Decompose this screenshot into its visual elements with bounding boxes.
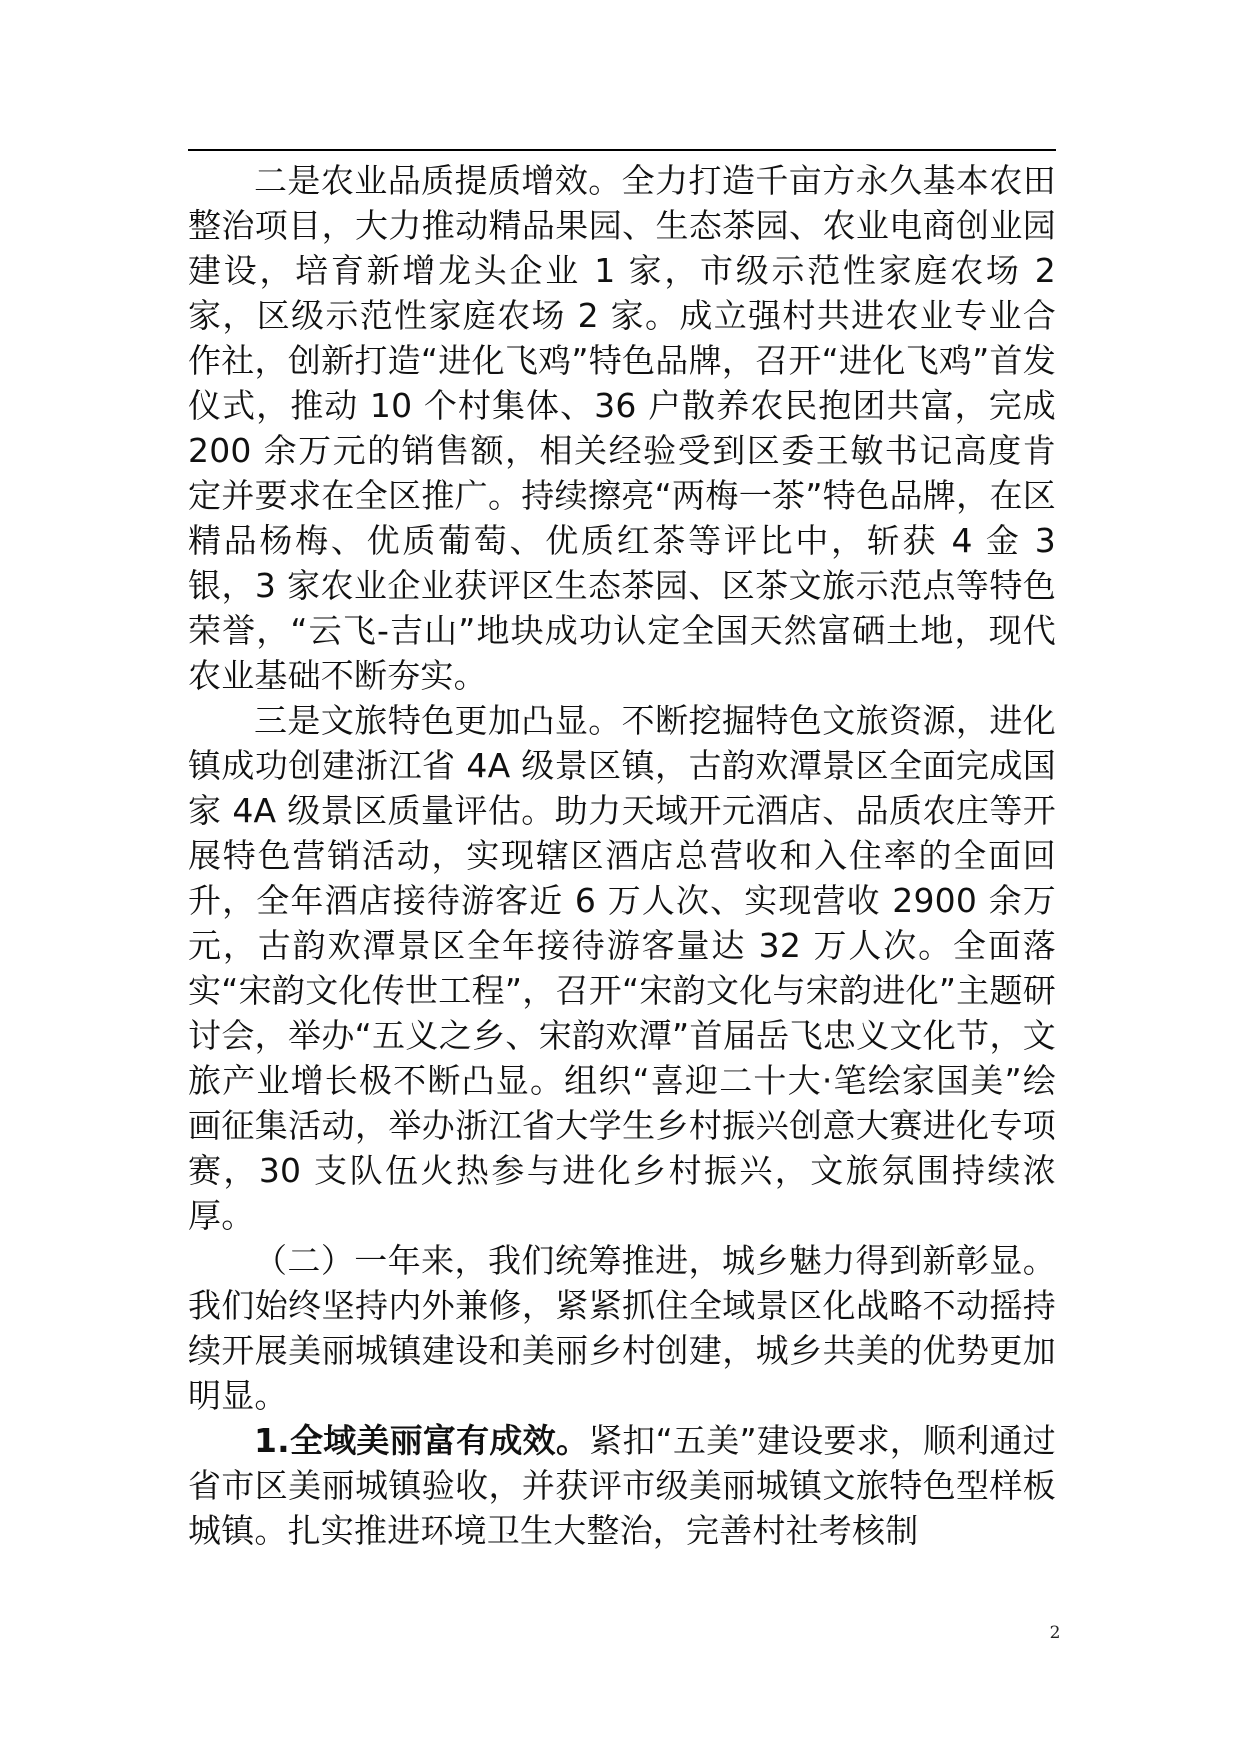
paragraph-text: 三是文旅特色更加凸显。不断挖掘特色文旅资源，进化镇成功创建浙江省 4A 级景区镇，古韵欢潭景区全面完成国家 4A 级景区质量评估。助力天域开元酒店、品质农庄等开展特色营销活动，实现辖区酒店总营收和入住率的全面回升，全年酒店接待游客近 6 万人次、实现营收 2900 余万元，古韵欢潭景区全年接待游客量达 32 万人次。全面落实“宋韵文化传世工程”，召开“宋韵文化与宋韵进化”主题研讨会，举办“五义之乡、宋韵欢潭”首届岳飞忠义文化节，文旅产业增长极不断凸显。组织“喜迎二十大·笔绘家国美”绘画征集活动，举办浙江省大学生乡村振兴创意大赛进化专项赛，30 支队伍火热参与进化乡村振兴，文旅氛围持续浓厚。 [188, 701, 1056, 1235]
header-rule [188, 149, 1056, 151]
paragraph-urban-rural [188, 1238, 1056, 1418]
page-number: 2 [1049, 1623, 1061, 1643]
paragraph-heading: 1.全域美丽富有成效。 [254, 1421, 590, 1460]
paragraph-agriculture [188, 158, 1056, 698]
paragraph-text: （二）一年来，我们统筹推进，城乡魅力得到新彰显。我们始终坚持内外兼修，紧紧抓住全域景区化战略不动摇持续开展美丽城镇建设和美丽乡村创建，城乡共美的优势更加明显。 [188, 1241, 1056, 1415]
document-body [188, 158, 1056, 1553]
paragraph-text: 二是农业品质提质增效。全力打造千亩方永久基本农田整治项目，大力推动精品果园、生态茶园、农业电商创业园建设，培育新增龙头企业 1 家，市级示范性家庭农场 2 家，区级示范性家庭农场 2 家。成立强村共进农业专业合作社，创新打造“进化飞鸡”特色品牌，召开“进化飞鸡”首发仪式，推动 10 个村集体、36 户散养农民抱团共富，完成 200 余万元的销售额，相关经验受到区委王敏书记高度肯定并要求在全区推广。持续擦亮“两梅一茶”特色品牌，在区精品杨梅、优质葡萄、优质红茶等评比中，斩获 4 金 3 银，3 家农业企业获评区生态茶园、区茶文旅示范点等特色荣誉，“云飞-吉山”地块成功认定全国天然富硒土地，现代农业基础不断夯实。 [188, 161, 1056, 695]
paragraph-beautiful-region [188, 1418, 1056, 1553]
paragraph-text: 紧扣“五美”建设要求，顺利通过省市区美丽城镇验收，并获评市级美丽城镇文旅特色型样板城镇。扎实推进环境卫生大整治，完善村社考核制 [188, 1421, 1056, 1550]
paragraph-culture-tourism [188, 698, 1056, 1238]
